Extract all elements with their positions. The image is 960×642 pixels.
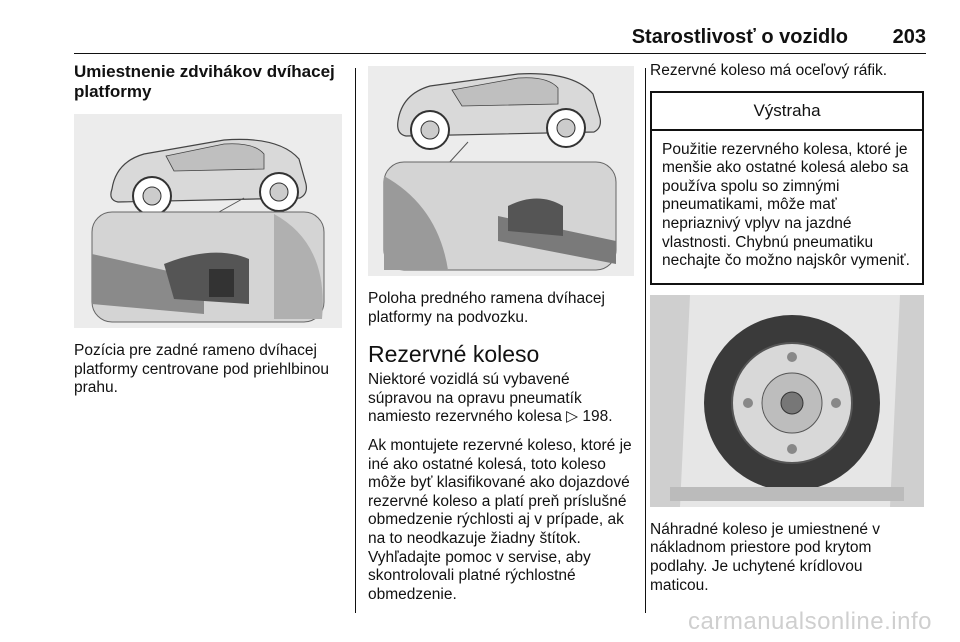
column-2	[368, 62, 634, 614]
column-divider-2	[645, 68, 646, 613]
car-rear-lift-point-icon	[74, 114, 342, 328]
rear-lift-caption: Pozícia pre zadné rameno dvíhacej platformy centrovane pod priehlbinou prahu.	[74, 342, 330, 397]
spare-wheel-intro: Rezervné koleso má oceľový ráfik.	[650, 62, 888, 79]
watermark-text: carmanualsonline.info	[688, 608, 932, 635]
header-rule	[74, 53, 926, 54]
warning-box	[650, 91, 924, 285]
section-heading-lift-points: Umiestnenie zdvihákov dvíhacej platformy	[74, 62, 335, 101]
column-divider-1	[355, 68, 356, 613]
section-heading-spare-wheel: Rezervné koleso	[368, 341, 540, 368]
warning-title: Výstraha	[652, 93, 922, 131]
header-title: Starostlivosť o vozidlo	[631, 26, 848, 48]
front-lift-caption: Poloha predného ramena dvíhacej platformy na podvozku.	[368, 290, 605, 326]
spare-wheel-in-trunk-icon	[650, 295, 924, 507]
page-header	[74, 26, 926, 50]
page-number: 203	[892, 26, 926, 48]
column-3	[650, 62, 924, 605]
spare-wheel-para-2: Ak montujete rezervné koleso, ktoré je iné ako ostatné kolesá, toto koleso môže byť klasifikované ako dojazdové rezervné koleso a platí preň príslušné obmedzenie rýchlosti aj v prípade, ak na to neodkazuje žiadny štítok. Vyhľadajte pomoc v servise, aby skontrolovali platné rýchlostné obmedzenie.	[368, 436, 632, 603]
spare-wheel-location-caption: Náhradné koleso je umiestnené v nákladnom priestore pod krytom podlahy. Je uchytené krídlovou maticou.	[650, 520, 881, 594]
column-1	[74, 62, 342, 408]
spare-wheel-para-1: Niektoré vozidlá sú vybavené súpravou na opravu pneumatík namiesto rezervného kolesa ▷ 198.	[368, 371, 613, 426]
car-front-lift-point-icon	[368, 66, 634, 276]
warning-text: Použitie rezervného kolesa, ktoré je menšie ako ostatné kolesá alebo sa používa spolu so zimnými pneumatikami, môže mať nepriaznivý vplyv na jazdné vlastnosti. Chybnú pneumatiku nechajte čo možno najskôr vymeniť.	[662, 140, 910, 270]
